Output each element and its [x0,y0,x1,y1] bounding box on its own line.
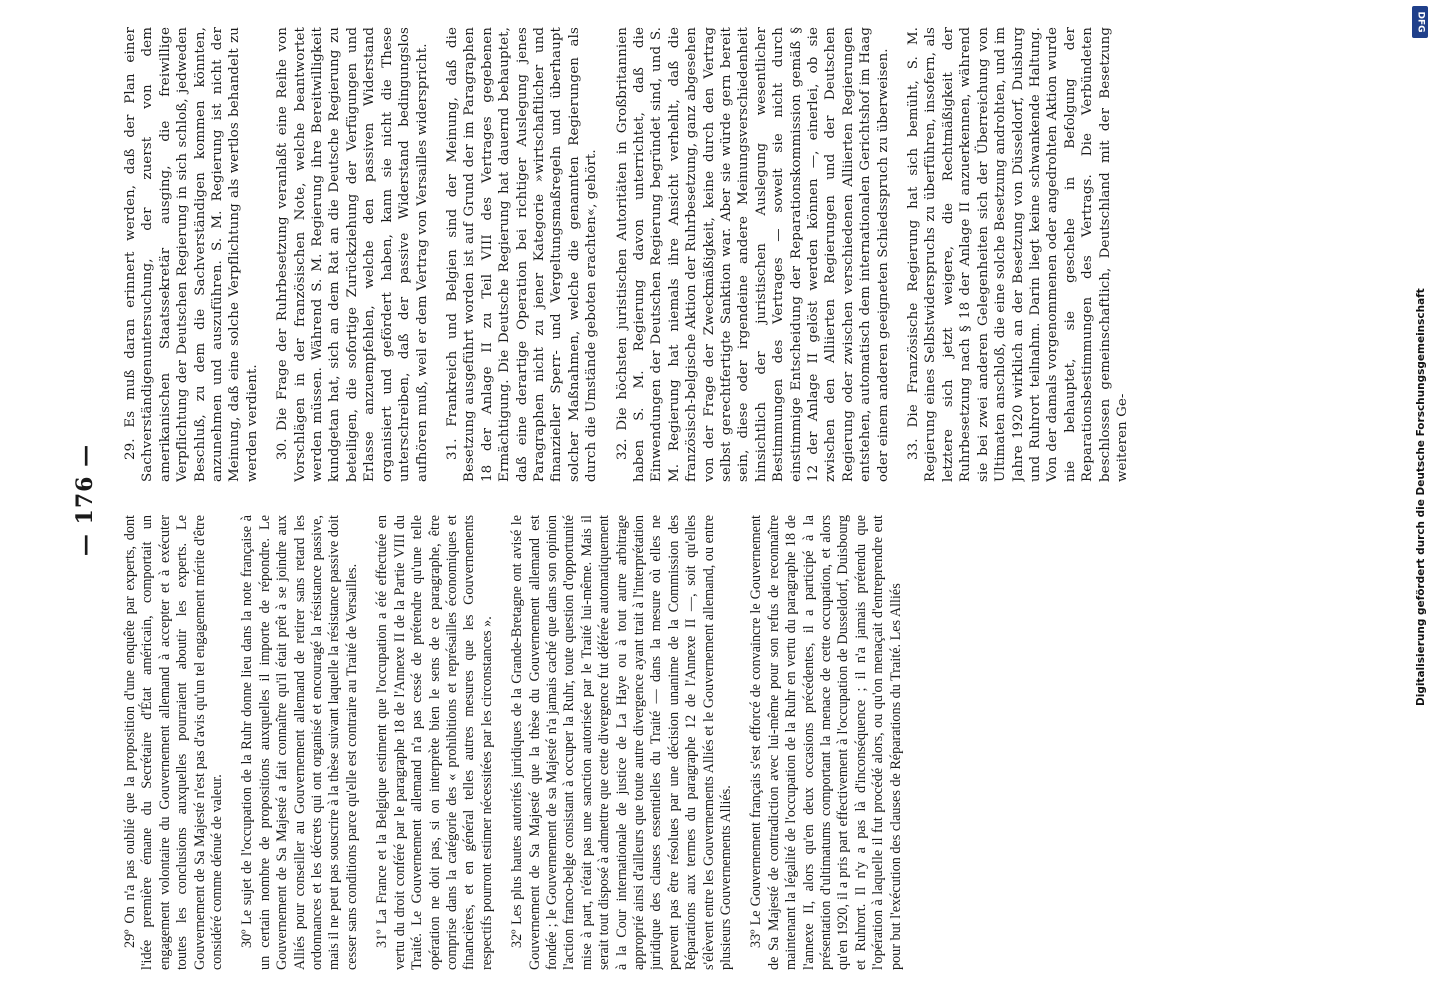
digitization-credit: Digitalisierung gefördert durch die Deutsche Forschungsgemeinschaft [1415,288,1427,706]
paragraph-30-fr: 30º Le sujet de l'occupation de la Ruhr donne lieu dans la note française à un certain nombre de propositions auxquelles il importe de répondre. Le Gouvernement de Sa Majesté a fait connaître qu'il était prêt à se joindre aux Alliés pour conseiller au Gouvernement allemand de retirer sans retard les ordonnances et les décrets qui ont organisé et encouragé la résistance passive, mais il ne peut pas souscrire à la thèse suivant laquelle la résistance passive doit cesser sans conditions parce qu'elle est contraire au Traité de Versailles. [239,515,360,970]
paragraph-29-fr: 29º On n'a pas oublié que la proposition d'une enquête par experts, dont l'idée première émane du Secrétaire d'État américain, comportait un engagement volontaire du Gouvernement allemand à accepter et à exécuter toutes les conclusions auxquelles pourraient aboutir les experts. Le Gouvernement de Sa Majesté n'est pas d'avis qu'un tel engagement mérite d'être considéré comme dénué de valeur. [122,515,226,970]
german-column [122,27,1380,482]
paragraph-29-de: 29. Es muß daran erinnert werden, daß der Plan einer Sachverständigenuntersuchung, der zuerst von dem amerikanischen Staatssekretär ausging, die freiwillige Verpflichtung der Deutschen Regierung in sich schloß, jedweden Beschluß, zu dem die Sachverständigen kommen könnten, anzunehmen und auszuführen. S. M. Regierung ist nicht der Meinung, daß eine solche Verpflichtung als wertlos behandelt zu werden verdient. [123,27,260,482]
paragraph-32-fr: 32º Les plus hautes autorités juridiques de la Grande-Bretagne ont avisé le Gouvernement de Sa Majesté que la thèse du Gouvernement allemand est fondée ; le Gouvernement de sa Majesté n'a jamais caché que dans son opinion l'action franco-belge consistant à occuper la Ruhr, toute question d'opportunité mise à part, n'était pas une sanction autorisée par le Traité lui-même. Mais il serait tout disposé à admettre que cette divergence fut déférée automatiquement à la Cour internationale de justice de La Haye ou à tout autre arbitrage approprié ainsi d'ailleurs que toute autre divergence ayant trait à l'interprétation juridique des clauses essentielles du Traité — dans la mesure où elles ne peuvent pas être résolues par une décision unanime de la Commission des Réparations aux termes du paragraphe 12 de l'Annexe II —, soit qu'elles s'élèvent entre les Gouvernements Alliés et le Gouvernement allemand, ou entre plusieurs Gouvernements Alliés. [509,515,734,970]
paragraph-33-de: 33. Die Französische Regierung hat sich bemüht, S. M. Regierung eines Selbstwiderspruchs zu überführen, insofern, als letztere sich jetzt weigere, die Rechtmäßigkeit der Ruhrbesetzung nach § 18 der Anlage II anzuerkennen, während sie bei zwei anderen Gelegenheiten sich der Überreichung von Ultimaten anschloß, die eine solche Besetzung androhten, und im Jahre 1920 wirklich an der Besetzung von Düsseldorf, Duisburg und Ruhrort teilnahm. Darin liegt keine schwankende Haltung. Von der damals vorgenommenen oder angedrohten Aktion wurde nie behauptet, sie geschehe in Befolgung der Reparationsbestimmungen des Vertrags. Die Verbündeten beschlossen gemeinschaftlich, Deutschland mit der Besetzung weiteren Ge- [906,27,1130,482]
dfg-logo [1412,6,1428,38]
dfg-credit-strip [1408,6,1430,706]
dfg-logo-text: DFG [1415,11,1426,33]
page-number: — 176 — [72,443,98,557]
paragraph-31-de: 31. Frankreich und Belgien sind der Meinung, daß die Besetzung ausgeführt worden ist auf Grund der im Paragraphen 18 der Anlage II zu Teil VIII des Vertrages gegebenen Ermächtigung. Die Deutsche Regierung hat dauernd behauptet, daß eine derartige Operation bei richtiger Auslegung jenes Paragraphen nicht zu jener Kategorie »wirtschaftlicher und finanzieller Sperr- und Vergeltungsmaßregeln und überhaupt solcher Maßnahmen, welche die genannten Regierungen als durch die Umstände geboten erachten«, gehört. [444,27,600,482]
paragraph-32-de: 32. Die höchsten juristischen Autoritäten in Großbritannien haben S. M. Regierung davon unterrichtet, daß die Einwendungen der Deutschen Regierung begründet sind, und S. M. Regierung hat niemals ihre Ansicht verhehlt, daß die französisch-belgische Aktion der Ruhrbesetzung, ganz abgesehen von der Frage der Zweckmäßigkeit, keine durch den Vertrag selbst gerechtfertigte Sanktion war. Aber sie würde gern bereit sein, diese oder irgendeine andere Meinungsverschiedenheit hinsichtlich der juristischen Auslegung wesentlicher Bestimmungen des Vertrages — soweit sie nicht durch einstimmige Entscheidung der Reparationskommission gemäß § 12 der Anlage II gelöst werden können —, einerlei, ob sie zwischen den Alliierten Regierungen und der Deutschen Regierung oder zwischen verschiedenen Alliierten Regierungen entstehen, automatisch dem internationalen Gerichtshof im Haag oder einem anderen geeigneten Schiedsspruch zu überweisen. [614,27,891,482]
french-column [122,515,1380,970]
paragraph-33-fr: 33º Le Gouvernement français s'est efforcé de convaincre le Gouvernement de Sa Majesté de contradiction avec lui-même pour son refus de reconnaître maintenant la légalité de l'occupation de la Ruhr en vertu du paragraphe 18 de l'annexe II, alors qu'en deux occasions précédentes, il a participé à la présentation d'ultimatums comportant la menace de cette occupation, et alors qu'en 1920, il a pris part effectivement à l'occupation de Dusseldorf, Duisbourg et Ruhrort. Il n'y a pas là d'inconséquence ; il n'a jamais prétendu que l'opération à laquelle il fut procédé alors, ou qu'on menaçait d'entreprendre eut pour but l'exécution des clauses de Réparations du Traité. Les Alliés [748,515,904,970]
paragraph-30-de: 30. Die Frage der Ruhrbesetzung veranlaßt eine Reihe von Vorschlägen in der französischen Note, welche beantwortet werden müssen. Während S. M. Regierung ihre Bereitwilligkeit kundgetan hat, sich an dem Rat an die Deutsche Regierung zu beteiligen, die sofortige Zurückziehung der Verfügungen und Erlasse anzuempfehlen, welche den passiven Widerstand organisiert und gefördert haben, kann sie nicht die These unterschreiben, daß der passive Widerstand bedingungslos aufhören muß, weil er dem Vertrag von Versailles widerspricht. [275,27,430,482]
paragraph-31-fr: 31º La France et la Belgique estiment que l'occupation a été effectuée en vertu du droit conféré par le paragraphe 18 de l'Annexe II de la Partie VIII du Traité. Le Gouvernement allemand n'a pas cessé de prétendre qu'une telle opération ne doit pas, si on interprète bien le sens de ce paragraphe, être comprise dans la catégorie des « prohibitions et représailles économiques et financières, et en général telles autres mesures que les Gouvernements respectifs pourront estimer nécessitées par les circonstances ». [374,515,495,970]
